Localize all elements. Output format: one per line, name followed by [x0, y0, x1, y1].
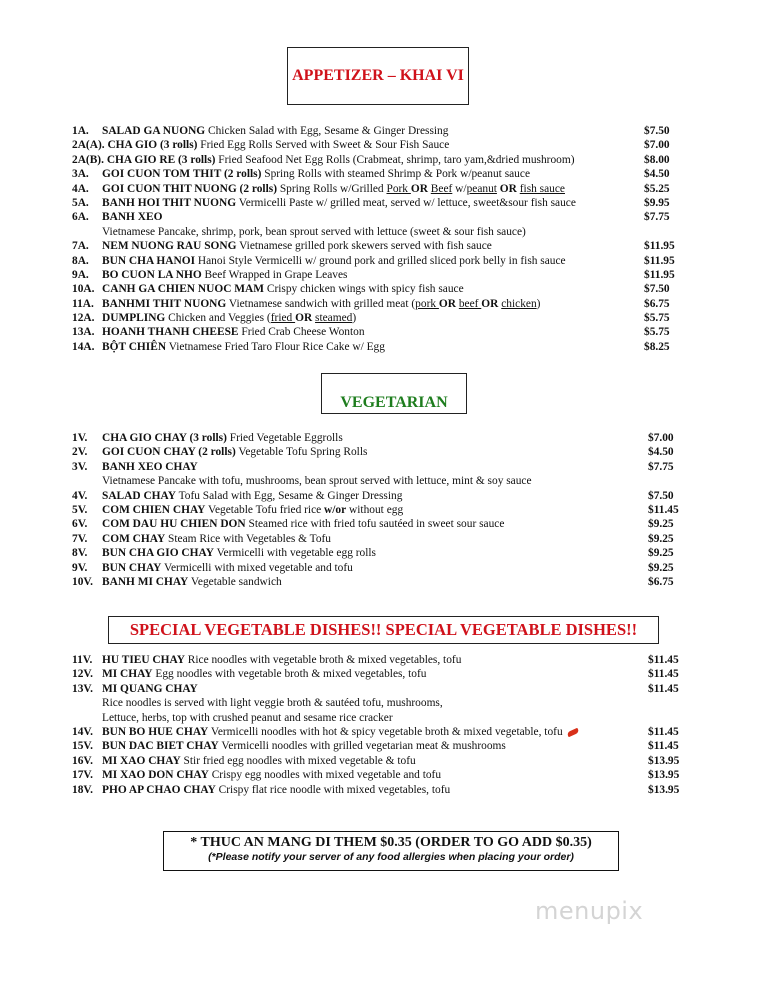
item-name: CANH GA CHIEN NUOC MAM — [102, 283, 264, 296]
appetizer-list — [72, 124, 682, 354]
item-description: Vermicelli with mixed vegetable and tofu — [161, 561, 353, 574]
menu-item — [72, 340, 682, 354]
item-price: $7.50 — [644, 125, 670, 137]
item-code: 10A. — [72, 283, 95, 296]
item-code: 9A. — [72, 268, 89, 281]
item-price: $11.95 — [644, 240, 675, 253]
item-price: $11.45 — [648, 503, 679, 516]
item-price: $7.50 — [648, 489, 674, 502]
menu-item — [72, 754, 687, 768]
menu-item — [72, 282, 682, 296]
item-code: 4V. — [72, 489, 88, 502]
item-price: $8.00 — [644, 153, 670, 166]
item-description: ) — [352, 312, 357, 325]
item-price: $8.25 — [644, 340, 670, 353]
item-price: $7.00 — [644, 139, 670, 152]
item-description: Rice noodles with vegetable broth & mixed vegetables, tofu — [184, 654, 462, 666]
item-price: $9.25 — [648, 532, 674, 545]
item-description: Rice noodles is served with light veggie broth & sautéed tofu, mushrooms, — [102, 697, 443, 710]
item-code: 12V. — [72, 668, 93, 681]
menu-item — [72, 561, 687, 575]
menu-item — [72, 297, 682, 311]
item-code: 10V. — [72, 575, 93, 588]
item-description: Vegetable Tofu Spring Rolls — [235, 446, 368, 459]
to-go-note-box — [163, 831, 619, 871]
item-code: 9V. — [72, 561, 88, 574]
menu-item — [72, 739, 687, 753]
item-description: ) — [536, 297, 541, 310]
item-description: Crispy egg noodles with mixed vegetable and tofu — [208, 769, 442, 782]
item-description: Tofu Salad with Egg, Sesame & Ginger Dressing — [175, 489, 403, 502]
item-code: 6V. — [72, 518, 88, 531]
item-code: 18V. — [72, 783, 93, 796]
item-price: $9.25 — [648, 518, 674, 531]
item-name: GOI CUON TOM THIT (2 rolls) — [102, 168, 262, 181]
item-name: BO CUON LA NHO — [102, 268, 202, 281]
item-name: BỘT CHIÊN — [102, 340, 167, 353]
item-name: BANH XEO — [102, 211, 163, 224]
item-price: $5.25 — [644, 182, 670, 195]
item-price: $9.25 — [648, 547, 674, 560]
item-code: 4A. — [72, 182, 89, 195]
item-description: Vietnamese Pancake, shrimp, pork, bean sprout served with lettuce (sweet & sour fish sauce) — [102, 225, 526, 238]
item-code: 14A. — [72, 340, 95, 353]
item-description: pork — [415, 297, 439, 310]
item-code: 2V. — [72, 446, 88, 459]
item-description: Spring Rolls w/Grilled — [277, 182, 387, 195]
special-list — [72, 653, 687, 797]
menu-item — [72, 254, 682, 268]
item-price: $4.50 — [644, 168, 670, 181]
item-description: Beef — [430, 182, 453, 195]
menu-item — [72, 196, 682, 210]
menu-item — [72, 503, 687, 517]
special-title: SPECIAL VEGETABLE DISHES!! SPECIAL VEGETABLE DISHES!! — [129, 620, 638, 639]
item-name: COM DAU HU CHIEN DON — [102, 518, 246, 531]
item-code: 15V. — [72, 740, 93, 753]
item-name: BUN CHA HANOI — [102, 254, 196, 267]
menu-item — [72, 431, 687, 445]
item-price: $11.95 — [644, 268, 675, 281]
item-description: Fried Seafood Net Egg Rolls (Crabmeat, shrimp, taro yam,&dried mushroom) — [215, 153, 575, 166]
item-name: COM CHAY — [102, 532, 166, 545]
item-name: GOI CUON CHAY (2 rolls) — [102, 446, 236, 459]
menu-item — [72, 138, 682, 152]
menu-item — [72, 546, 687, 560]
item-name: CHA GIO CHAY (3 rolls) — [102, 432, 227, 444]
item-price: $11.45 — [648, 682, 679, 695]
menu-item — [72, 153, 682, 167]
item-description: Vermicelli with vegetable egg rolls — [213, 547, 376, 560]
item-price: $11.45 — [648, 654, 679, 666]
menu-item — [72, 725, 687, 739]
item-description: Fried Egg Rolls Served with Sweet & Sour Fish Sauce — [197, 139, 450, 152]
item-code: 7V. — [72, 532, 88, 545]
menu-item — [72, 460, 687, 474]
item-description: Stir fried egg noodles with mixed vegetable & tofu — [180, 754, 416, 767]
item-name: CHA GIO RE (3 rolls) — [106, 153, 216, 166]
item-name: PHO AP CHAO CHAY — [102, 783, 216, 796]
item-description: Vermicelli Paste w/ grilled meat, served w/ lettuce, sweet&sour fish sauce — [236, 196, 576, 209]
item-code: 12A. — [72, 312, 95, 325]
item-name: SALAD GA NUONG — [102, 125, 206, 137]
menu-item — [72, 783, 687, 797]
item-name: DUMPLING — [102, 312, 166, 325]
appetizer-title: APPETIZER – KHAI VI — [292, 67, 464, 84]
item-description: Steamed rice with fried tofu sautéed in sweet sour sauce — [245, 518, 505, 531]
item-code: 2A(A). — [72, 139, 105, 152]
item-name: SALAD CHAY — [102, 489, 176, 502]
item-name: COM CHIEN CHAY — [102, 503, 206, 516]
item-code: 8A. — [72, 254, 89, 267]
item-code: 16V. — [72, 754, 93, 767]
menu-item — [72, 653, 687, 667]
item-code: 3V. — [72, 460, 88, 473]
allergy-note: (*Please notify your server of any food allergies when placing your order) — [208, 851, 574, 863]
item-name: BUN CHAY — [102, 561, 162, 574]
menu-item — [72, 682, 687, 696]
item-price: $4.50 — [648, 446, 674, 459]
item-description: beef — [458, 297, 482, 310]
item-description: Crispy flat rice noodle with mixed vegetables, tofu — [215, 783, 451, 796]
item-description: Vegetable sandwich — [188, 575, 282, 588]
menu-item — [72, 182, 682, 196]
menu-item — [72, 445, 687, 459]
item-description: Crispy chicken wings with spicy fish sauce — [264, 283, 464, 296]
item-description: OR — [481, 297, 502, 310]
item-description: chicken — [501, 297, 537, 310]
item-price: $11.45 — [648, 668, 679, 681]
menu-item — [72, 325, 682, 339]
item-price: $7.50 — [644, 283, 670, 296]
item-description: Lettuce, herbs, top with crushed peanut and sesame rice cracker — [102, 711, 393, 724]
item-name: BUN DAC BIET CHAY — [102, 740, 219, 753]
menu-item — [72, 667, 687, 681]
item-description: without egg — [346, 503, 404, 516]
item-description: w/or — [324, 503, 347, 516]
item-price: $9.95 — [644, 196, 670, 209]
item-name: MI XAO DON CHAY — [102, 769, 209, 782]
item-price: $5.75 — [644, 312, 670, 325]
item-code: 14V. — [72, 725, 93, 738]
item-code: 5V. — [72, 503, 88, 516]
item-description: Vietnamese sandwich with grilled meat ( — [226, 297, 416, 310]
menu-item — [72, 489, 687, 503]
item-name: MI QUANG CHAY — [102, 682, 198, 695]
item-name: BANH MI CHAY — [102, 575, 189, 588]
item-price: $13.95 — [648, 769, 680, 782]
item-description: Pork — [386, 182, 411, 195]
item-name: BANHMI THIT NUONG — [102, 297, 227, 310]
item-code: 2A(B). — [72, 153, 104, 166]
item-price: $11.95 — [644, 254, 675, 267]
menu-item — [72, 768, 687, 782]
item-description: fish sauce — [519, 182, 565, 195]
item-description: Egg noodles with vegetable broth & mixed vegetables, tofu — [152, 668, 427, 681]
item-code: 11V. — [72, 654, 93, 666]
menu-item — [72, 575, 687, 589]
vegetarian-list — [72, 431, 687, 589]
vegetarian-title: VEGETARIAN — [340, 394, 448, 411]
item-description: steamed — [315, 312, 353, 325]
item-code: 8V. — [72, 547, 88, 560]
to-go-charge-note: * THUC AN MANG DI THEM $0.35 (ORDER TO GO ADD $0.35) — [190, 835, 592, 850]
item-description: Hanoi Style Vermicelli w/ ground pork and grilled sliced pork belly in fish sauce — [195, 254, 566, 267]
item-name: BUN CHA GIO CHAY — [102, 547, 214, 560]
item-code: 1V. — [72, 432, 88, 444]
menu-item — [72, 311, 682, 325]
item-description: Fried Vegetable Eggrolls — [226, 432, 343, 444]
item-price: $13.95 — [648, 783, 680, 796]
item-price: $5.75 — [644, 326, 670, 339]
appetizer-header-box — [287, 47, 469, 105]
item-description: Fried Crab Cheese Wonton — [238, 326, 365, 339]
menupix-watermark: menupix — [535, 897, 644, 925]
item-price: $6.75 — [648, 575, 674, 588]
item-code: 7A. — [72, 240, 89, 253]
item-description: Spring Rolls with steamed Shrimp & Pork w/peanut sauce — [261, 168, 530, 181]
item-code: 3A. — [72, 168, 89, 181]
item-name: HU TIEU CHAY — [102, 654, 185, 666]
special-header-box — [108, 616, 659, 644]
menu-item — [72, 167, 682, 181]
item-description: OR — [295, 312, 316, 325]
item-description: Beef Wrapped in Grape Leaves — [201, 268, 348, 281]
item-name: MI XAO CHAY — [102, 754, 181, 767]
item-description: OR — [438, 297, 459, 310]
menu-item — [72, 124, 682, 138]
item-name: NEM NUONG RAU SONG — [102, 240, 237, 253]
item-code: 13V. — [72, 682, 93, 695]
item-description: Vermicelli noodles with hot & spicy vegetable broth & mixed vegetable, tofu — [208, 725, 563, 738]
item-code: 1A. — [72, 125, 89, 137]
menu-item — [72, 268, 682, 282]
item-description: Vietnamese Fried Taro Flour Rice Cake w/ Egg — [166, 340, 385, 353]
item-price: $11.45 — [648, 725, 679, 738]
item-code: 5A. — [72, 196, 89, 209]
item-description: OR — [410, 182, 431, 195]
item-description: Vermicelli noodles with grilled vegetarian meat & mushrooms — [218, 740, 506, 753]
item-code: 17V. — [72, 769, 93, 782]
item-price: $7.75 — [648, 460, 674, 473]
item-name: MI CHAY — [102, 668, 153, 681]
item-description: Vietnamese Pancake with tofu, mushrooms, bean sprout served with lettuce, mint & soy sauce — [102, 475, 532, 488]
item-name: BANH HOI THIT NUONG — [102, 196, 237, 209]
item-price: $7.00 — [648, 432, 674, 444]
item-price: $6.75 — [644, 297, 670, 310]
item-code: 6A. — [72, 211, 89, 224]
menu-item — [72, 532, 687, 546]
menu-item — [72, 239, 682, 253]
chili-pepper-icon — [566, 728, 579, 738]
item-description: Chicken Salad with Egg, Sesame & Ginger Dressing — [205, 125, 449, 137]
menu-item — [72, 517, 687, 531]
item-description: Steam Rice with Vegetables & Tofu — [165, 532, 332, 545]
item-name: CHA GIO (3 rolls) — [107, 139, 198, 152]
item-name: BANH XEO CHAY — [102, 460, 198, 473]
item-description: fried — [270, 312, 296, 325]
item-code: 11A. — [72, 297, 94, 310]
item-code: 13A. — [72, 326, 95, 339]
item-price: $13.95 — [648, 754, 680, 767]
item-description: Vietnamese grilled pork skewers served with fish sauce — [236, 240, 492, 253]
item-description: peanut — [466, 182, 497, 195]
item-description: Vegetable Tofu fried rice — [205, 503, 325, 516]
item-description: OR — [496, 182, 520, 195]
vegetarian-header-box — [321, 373, 467, 414]
item-name: HOANH THANH CHEESE — [102, 326, 239, 339]
item-description: Chicken and Veggies ( — [165, 312, 271, 325]
item-price: $7.75 — [644, 211, 670, 224]
item-description: w/ — [452, 182, 467, 195]
menu-item — [72, 210, 682, 224]
item-price: $9.25 — [648, 561, 674, 574]
item-price: $11.45 — [648, 740, 679, 753]
item-name: BUN BO HUE CHAY — [102, 725, 209, 738]
item-name: GOI CUON THIT NUONG (2 rolls) — [102, 182, 277, 195]
